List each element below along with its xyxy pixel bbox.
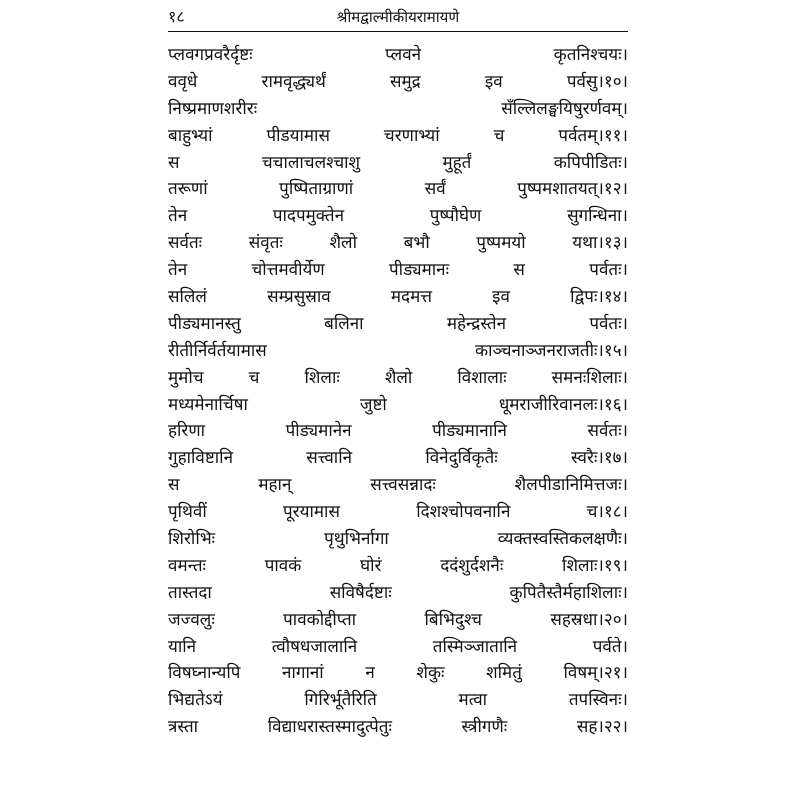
verse-word: मुहूर्तं <box>442 152 472 173</box>
verse-word: रीतीर्निर्वर्तयामास <box>168 340 267 361</box>
verse-word: विशालाः <box>457 367 507 388</box>
verse-word: सहस्रधा।२०। <box>550 609 628 630</box>
verse-word: पर्वतः। <box>589 260 628 281</box>
verse-line <box>168 96 628 123</box>
verse-word: घोरं <box>360 555 382 576</box>
verse-word: मध्यमेनार्चिषा <box>168 394 248 415</box>
verse-word: च।१८। <box>586 502 628 523</box>
verse-word: शैलपीडानिमित्तजः। <box>514 475 628 496</box>
verse-word: पुष्पमशातयत्।१२। <box>517 179 628 200</box>
verse-word: सह।२२। <box>576 717 628 738</box>
verse-word: ववृधे <box>168 71 198 92</box>
verse-line <box>168 150 628 177</box>
verse-word: बभौ <box>403 233 430 254</box>
verse-line <box>168 69 628 96</box>
verse-word: कपिपीडितः। <box>553 152 628 173</box>
verse-word: पावकोद्दीप्ता <box>283 609 357 630</box>
verse-line <box>168 418 628 445</box>
verse-word: नागानां <box>282 663 324 684</box>
verse-word: शमितुं <box>486 663 522 684</box>
verse-word: इव <box>484 71 503 92</box>
verse-line <box>168 42 628 69</box>
verse-word: सत्त्वसन्नादः <box>370 475 436 496</box>
verse-word: पीड्यमानेन <box>285 421 352 442</box>
book-page <box>168 0 628 800</box>
verse-word: व्यक्तस्वस्तिकलक्षणैः। <box>497 529 628 550</box>
verse-word: महेन्द्रस्तेन <box>446 313 507 334</box>
verse-word: शिलाः।१९। <box>562 555 628 576</box>
verse-word: स्वरैः।१७। <box>570 448 628 469</box>
verse-word: सर्वं <box>424 179 446 200</box>
verse-word: सत्त्वानि <box>306 448 353 469</box>
verse-word: मत्वा <box>458 690 488 711</box>
verse-word: वमन्तः <box>168 555 206 576</box>
verse-word: त्वौषधजालानि <box>271 636 358 657</box>
verse-line <box>168 499 628 526</box>
verse-word: ददंशुर्दशनैः <box>440 555 504 576</box>
verse-word: चचालाचलश्चाशु <box>261 152 361 173</box>
verse-line <box>168 526 628 553</box>
verse-line <box>168 123 628 150</box>
verse-word: सर्वतः। <box>587 421 628 442</box>
verse-word: स्त्रीगणैः <box>461 717 508 738</box>
verse-word: रामवृद्ध्यर्थं <box>261 71 326 92</box>
verse-word: पुष्पिताग्राणां <box>279 179 354 200</box>
verse-word: पीड्यमानानि <box>432 421 507 442</box>
verse-line <box>168 714 628 741</box>
verse-word: स <box>168 475 180 496</box>
verse-word: शिरोभिः <box>168 529 216 550</box>
verse-word: सविषैर्दष्टाः <box>329 582 392 603</box>
verse-line <box>168 392 628 419</box>
verse-word: शेकुः <box>416 663 445 684</box>
verse-word: पृथिवीं <box>168 502 207 523</box>
verse-word: पर्वतः। <box>589 313 628 334</box>
page-number: १८ <box>168 7 185 26</box>
verse-line <box>168 203 628 230</box>
verse-word: तेन <box>168 206 188 227</box>
verse-word: पर्वतम्।११। <box>558 125 628 146</box>
verse-word: भिद्यतेऽयं <box>168 690 223 711</box>
verse-line <box>168 553 628 580</box>
header-rule <box>168 31 628 32</box>
verse-word: कृतनिश्चयः। <box>553 45 628 65</box>
verse-word: सर्वतः <box>168 233 203 254</box>
verse-word: तरूणां <box>168 179 208 200</box>
verse-word: च <box>248 367 260 388</box>
verse-word: गुहाविष्टानि <box>168 448 234 469</box>
verse-word: मदमत्त <box>390 287 432 308</box>
verse-word: प्लवने <box>385 45 422 65</box>
verse-word: पुष्पौघेण <box>429 206 482 227</box>
verse-word: पर्वसु।१०। <box>566 71 628 92</box>
verse-word: यथा।१३। <box>572 233 628 254</box>
verse-line <box>168 311 628 338</box>
verse-word: पीडयामास <box>266 125 330 146</box>
verse-word: तेन <box>168 260 188 281</box>
verse-line <box>168 284 628 311</box>
verse-word: बिभिदुश्च <box>424 609 482 630</box>
verse-word: पीड्यमानस्तु <box>168 313 241 334</box>
verse-line <box>168 580 628 607</box>
verse-line <box>168 338 628 365</box>
verse-word: काञ्चनाञ्जनराजतीः।१५। <box>475 340 628 361</box>
verse-word: सलिलं <box>168 287 207 308</box>
verse-word: च <box>493 125 505 146</box>
verse-word: यानि <box>168 636 197 657</box>
verse-word: तास्तदा <box>168 582 212 603</box>
verse-line <box>168 365 628 392</box>
verse-word: तपस्विनः। <box>568 690 628 711</box>
verse-word: पादपमुक्तेन <box>272 206 345 227</box>
verse-word: सँल्लिलङ्घयिषुरर्णवम्। <box>501 98 628 119</box>
verse-line <box>168 634 628 661</box>
verse-word: न <box>365 663 375 684</box>
verse-word: मुमोच <box>168 367 204 388</box>
verse-word: स <box>168 152 180 173</box>
verse-line <box>168 687 628 714</box>
verse-line <box>168 607 628 634</box>
verse-word: शिलाः <box>304 367 340 388</box>
verse-word: जज्वलुः <box>168 609 215 630</box>
verse-line <box>168 230 628 257</box>
verse-word: स <box>513 260 525 281</box>
verse-word: पुष्पमयो <box>476 233 526 254</box>
verse-word: विषघ्नान्यपि <box>168 663 241 684</box>
page-header <box>168 4 628 30</box>
verse-word: महान् <box>258 475 292 496</box>
verse-word: पूरयामास <box>283 502 340 523</box>
verse-word: कुपितैस्तैर्महाशिलाः। <box>509 582 628 603</box>
verse-word: प्लवगप्रवरैर्दृष्टः <box>168 45 253 65</box>
verse-word: इव <box>492 287 510 308</box>
verse-word: विद्याधरास्तस्मादुत्पेतुः <box>267 717 392 738</box>
verse-line <box>168 472 628 499</box>
verse-line <box>168 176 628 203</box>
verse-word: जुष्टो <box>359 394 387 415</box>
verse-word: चरणाभ्यां <box>383 125 440 146</box>
verse-word: हरिणा <box>168 421 206 442</box>
verse-text <box>168 42 628 741</box>
verse-word: गिरिर्भूतैरिति <box>304 690 377 711</box>
verse-word: पावकं <box>264 555 302 576</box>
verse-word: सुगन्धिना। <box>567 206 628 227</box>
verse-word: दिशश्चोपवनानि <box>416 502 511 523</box>
verse-word: धूमराजीरिवानलः।१६। <box>498 394 628 415</box>
verse-word: पर्वते। <box>592 636 628 657</box>
verse-word: शैलो <box>329 233 357 254</box>
verse-word: बलिना <box>324 313 364 334</box>
verse-line <box>168 257 628 284</box>
verse-word: निष्प्रमाणशरीरः <box>168 98 258 119</box>
verse-word: तस्मिञ्जातानि <box>432 636 518 657</box>
verse-word: सम्प्रसुस्राव <box>267 287 331 308</box>
verse-line <box>168 445 628 472</box>
verse-word: समुद्र <box>390 71 421 92</box>
running-title: श्रीमद्वाल्मीकीयरामायणे <box>336 8 460 26</box>
verse-word: त्रस्ता <box>168 717 199 738</box>
verse-word: बाहुभ्यां <box>168 125 213 146</box>
verse-word: पीड्यमानः <box>389 260 450 281</box>
verse-line <box>168 660 628 687</box>
verse-word: समनःशिलाः। <box>551 367 628 388</box>
verse-word: द्विपः।१४। <box>570 287 628 308</box>
verse-word: विषम्।२१। <box>563 663 628 684</box>
verse-word: चोत्तमवीर्येण <box>251 260 325 281</box>
verse-word: पृथुभिर्नागा <box>324 529 389 550</box>
verse-word: संवृतः <box>248 233 283 254</box>
verse-word: शैलो <box>384 367 413 388</box>
verse-word: विनेदुर्विकृतैः <box>425 448 498 469</box>
